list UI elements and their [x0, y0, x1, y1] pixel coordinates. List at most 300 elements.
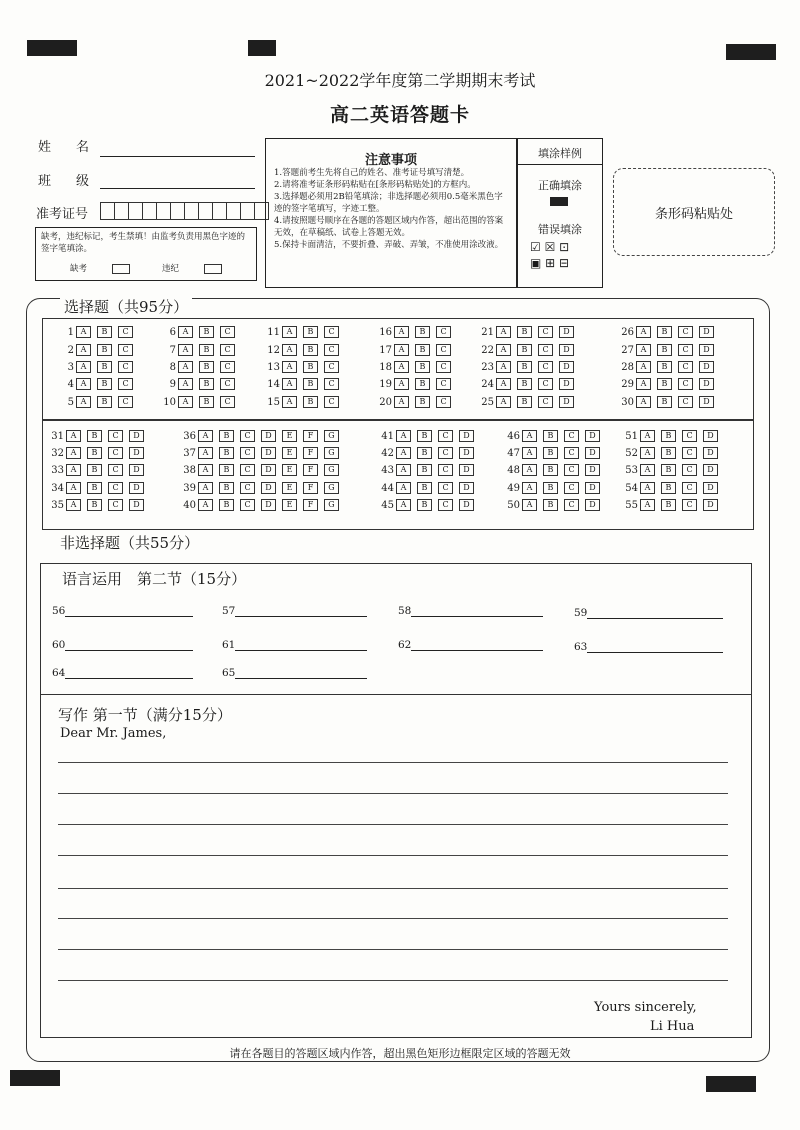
option-bubble-a[interactable]: A	[640, 499, 655, 511]
option-bubble-b[interactable]: B	[657, 378, 672, 390]
question-number: 15	[267, 396, 280, 408]
option-bubble-c[interactable]: C	[240, 499, 255, 511]
option-bubble-b[interactable]: B	[415, 378, 430, 390]
item-number: 60	[52, 639, 66, 651]
option-bubble-a[interactable]: A	[522, 482, 537, 494]
fill-item[interactable]	[398, 638, 543, 651]
option-bubble-a[interactable]: A	[522, 430, 537, 442]
writing-line[interactable]	[58, 762, 728, 763]
letter-closing: Yours sincerely,	[594, 1000, 697, 1015]
option-bubble-d[interactable]: D	[459, 482, 474, 494]
option-bubble-e[interactable]: E	[282, 430, 297, 442]
question-number: 11	[267, 326, 280, 338]
option-bubble-a[interactable]: A	[396, 499, 411, 511]
option-bubble-c[interactable]: C	[538, 396, 553, 408]
name-label: 姓 名	[38, 140, 96, 155]
option-bubble-c[interactable]: C	[220, 326, 235, 338]
id-label: 准考证号	[36, 207, 89, 222]
notice-item: 2.请将准考证条形码粘贴在[条形码粘贴处]的方框内。	[274, 180, 476, 190]
option-bubble-e[interactable]: E	[282, 499, 297, 511]
question-32	[50, 447, 150, 459]
option-bubble-a[interactable]: A	[396, 447, 411, 459]
question-55	[624, 499, 724, 511]
option-bubble-b[interactable]: B	[97, 396, 112, 408]
question-53	[624, 464, 724, 476]
id-number-boxes[interactable]	[100, 202, 268, 220]
option-bubble-a[interactable]: A	[636, 378, 651, 390]
writing-line[interactable]	[58, 888, 728, 889]
option-bubble-b[interactable]: B	[97, 378, 112, 390]
option-bubble-a[interactable]: A	[496, 378, 511, 390]
option-bubble-c[interactable]: C	[678, 326, 693, 338]
option-bubble-f[interactable]: F	[303, 464, 318, 476]
option-bubble-b[interactable]: B	[661, 447, 676, 459]
option-bubble-c[interactable]: C	[240, 447, 255, 459]
option-bubble-b[interactable]: B	[219, 499, 234, 511]
option-bubble-d[interactable]: D	[129, 464, 144, 476]
question-number: 39	[183, 482, 196, 494]
option-bubble-a[interactable]: A	[198, 430, 213, 442]
option-bubble-d[interactable]: D	[585, 447, 600, 459]
option-bubble-f[interactable]: F	[303, 430, 318, 442]
option-bubble-d[interactable]: D	[559, 326, 574, 338]
class-field[interactable]	[100, 174, 255, 189]
option-bubble-c[interactable]: C	[118, 344, 133, 356]
option-bubble-b[interactable]: B	[657, 326, 672, 338]
question-number: 29	[621, 378, 634, 390]
option-bubble-b[interactable]: B	[97, 361, 112, 373]
option-bubble-a[interactable]: A	[396, 482, 411, 494]
question-number: 50	[507, 499, 520, 511]
question-51	[624, 430, 724, 442]
option-bubble-b[interactable]: B	[657, 361, 672, 373]
option-bubble-c[interactable]: C	[436, 326, 451, 338]
option-bubble-c[interactable]: C	[678, 378, 693, 390]
option-bubble-d[interactable]: D	[559, 378, 574, 390]
option-bubble-d[interactable]: D	[699, 344, 714, 356]
question-number: 24	[481, 378, 494, 390]
option-bubble-b[interactable]: B	[87, 499, 102, 511]
fill-item[interactable]	[574, 640, 723, 653]
option-bubble-c[interactable]: C	[538, 378, 553, 390]
option-bubble-d[interactable]: D	[699, 396, 714, 408]
writing-line[interactable]	[58, 918, 728, 919]
fill-item[interactable]	[52, 604, 193, 617]
option-bubble-a[interactable]: A	[396, 464, 411, 476]
option-bubble-e[interactable]: E	[282, 447, 297, 459]
question-9	[162, 378, 241, 390]
option-bubble-d[interactable]: D	[261, 482, 276, 494]
option-bubble-c[interactable]: C	[538, 344, 553, 356]
option-bubble-c[interactable]: C	[118, 326, 133, 338]
option-bubble-d[interactable]: D	[129, 482, 144, 494]
letter-signature: Li Hua	[650, 1019, 695, 1034]
footer-note: 请在各题目的答题区域内作答，超出黑色矩形边框限定区域的答题无效	[229, 1047, 571, 1060]
option-bubble-a[interactable]: A	[640, 464, 655, 476]
option-bubble-a[interactable]: A	[394, 326, 409, 338]
question-number: 5	[67, 396, 74, 408]
option-bubble-a[interactable]: A	[282, 361, 297, 373]
option-bubble-c[interactable]: C	[220, 361, 235, 373]
option-bubble-b[interactable]: B	[415, 326, 430, 338]
option-bubble-a[interactable]: A	[640, 447, 655, 459]
option-bubble-c[interactable]: C	[438, 447, 453, 459]
option-bubble-b[interactable]: B	[657, 396, 672, 408]
option-bubble-a[interactable]: A	[282, 326, 297, 338]
writing-line[interactable]	[58, 793, 728, 794]
option-bubble-b[interactable]: B	[417, 430, 432, 442]
option-bubble-b[interactable]: B	[517, 326, 532, 338]
question-10	[162, 396, 241, 408]
option-bubble-a[interactable]: A	[636, 326, 651, 338]
option-bubble-a[interactable]: A	[76, 378, 91, 390]
class-label: 班 级	[38, 174, 96, 189]
option-bubble-c[interactable]: C	[324, 326, 339, 338]
option-bubble-c[interactable]: C	[678, 361, 693, 373]
option-bubble-b[interactable]: B	[97, 344, 112, 356]
option-bubble-a[interactable]: A	[496, 326, 511, 338]
question-35	[50, 499, 150, 511]
option-bubble-g[interactable]: G	[324, 499, 339, 511]
option-bubble-a[interactable]: A	[394, 396, 409, 408]
absent-checkbox[interactable]	[112, 264, 130, 274]
question-number: 20	[379, 396, 392, 408]
option-bubble-c[interactable]: C	[564, 499, 579, 511]
option-bubble-a[interactable]: A	[198, 482, 213, 494]
option-bubble-b[interactable]: B	[87, 464, 102, 476]
option-bubble-d[interactable]: D	[459, 499, 474, 511]
option-bubble-a[interactable]: A	[394, 361, 409, 373]
option-bubble-b[interactable]: B	[87, 430, 102, 442]
option-bubble-b[interactable]: B	[303, 344, 318, 356]
option-bubble-a[interactable]: A	[396, 430, 411, 442]
option-bubble-b[interactable]: B	[517, 344, 532, 356]
option-bubble-a[interactable]: A	[198, 447, 213, 459]
option-bubble-d[interactable]: D	[129, 430, 144, 442]
option-bubble-d[interactable]: D	[585, 430, 600, 442]
fill-item[interactable]	[222, 638, 367, 651]
option-bubble-b[interactable]: B	[199, 396, 214, 408]
option-bubble-b[interactable]: B	[199, 344, 214, 356]
option-bubble-d[interactable]: D	[261, 464, 276, 476]
option-bubble-b[interactable]: B	[199, 361, 214, 373]
question-number: 17	[379, 344, 392, 356]
option-bubble-a[interactable]: A	[198, 464, 213, 476]
question-number: 30	[621, 396, 634, 408]
option-bubble-c[interactable]: C	[108, 482, 123, 494]
option-bubble-c[interactable]: C	[108, 464, 123, 476]
question-number: 51	[625, 430, 638, 442]
option-bubble-a[interactable]: A	[66, 499, 81, 511]
option-bubble-b[interactable]: B	[517, 361, 532, 373]
option-bubble-b[interactable]: B	[657, 344, 672, 356]
option-bubble-c[interactable]: C	[118, 361, 133, 373]
option-bubble-b[interactable]: B	[303, 396, 318, 408]
question-44	[380, 482, 480, 494]
notice-item: 4.请按照题号顺序在各题的答题区域内作答，超出范围的答案无效，在草稿纸、试卷上答题无效。	[274, 216, 504, 238]
option-bubble-e[interactable]: E	[282, 482, 297, 494]
item-number: 57	[222, 605, 236, 617]
option-bubble-d[interactable]: D	[559, 361, 574, 373]
option-bubble-d[interactable]: D	[703, 447, 718, 459]
option-bubble-b[interactable]: B	[199, 378, 214, 390]
option-bubble-a[interactable]: A	[178, 396, 193, 408]
option-bubble-a[interactable]: A	[76, 344, 91, 356]
question-17	[378, 344, 457, 356]
option-bubble-a[interactable]: A	[496, 396, 511, 408]
option-bubble-c[interactable]: C	[682, 430, 697, 442]
option-bubble-b[interactable]: B	[219, 430, 234, 442]
option-bubble-a[interactable]: A	[282, 396, 297, 408]
option-bubble-c[interactable]: C	[108, 499, 123, 511]
option-bubble-c[interactable]: C	[564, 430, 579, 442]
option-bubble-f[interactable]: F	[303, 482, 318, 494]
option-bubble-a[interactable]: A	[66, 464, 81, 476]
option-bubble-b[interactable]: B	[415, 396, 430, 408]
option-bubble-c[interactable]: C	[324, 361, 339, 373]
option-bubble-d[interactable]: D	[459, 464, 474, 476]
option-bubble-c[interactable]: C	[438, 464, 453, 476]
option-bubble-g[interactable]: G	[324, 447, 339, 459]
option-bubble-c[interactable]: C	[220, 344, 235, 356]
absence-warning: 缺考，违纪标记，考生禁填！由监考负责用黑色字迹的签字笔填涂。	[41, 232, 246, 254]
option-bubble-d[interactable]: D	[261, 499, 276, 511]
option-bubble-g[interactable]: G	[324, 482, 339, 494]
question-41	[380, 430, 480, 442]
option-bubble-b[interactable]: B	[661, 464, 676, 476]
option-bubble-c[interactable]: C	[678, 396, 693, 408]
option-bubble-a[interactable]: A	[640, 430, 655, 442]
option-bubble-d[interactable]: D	[703, 430, 718, 442]
question-number: 25	[481, 396, 494, 408]
positioning-mark	[706, 1076, 756, 1092]
question-number: 44	[381, 482, 394, 494]
option-bubble-c[interactable]: C	[220, 378, 235, 390]
violation-checkbox[interactable]	[204, 264, 222, 274]
option-bubble-d[interactable]: D	[699, 326, 714, 338]
option-bubble-c[interactable]: C	[240, 464, 255, 476]
question-7	[162, 344, 241, 356]
option-bubble-d[interactable]: D	[129, 447, 144, 459]
question-26	[620, 326, 720, 338]
option-bubble-b[interactable]: B	[219, 482, 234, 494]
option-bubble-c[interactable]: C	[438, 482, 453, 494]
option-bubble-d[interactable]: D	[459, 447, 474, 459]
option-bubble-a[interactable]: A	[66, 430, 81, 442]
option-bubble-b[interactable]: B	[417, 464, 432, 476]
fill-item[interactable]	[222, 604, 367, 617]
option-bubble-a[interactable]: A	[636, 361, 651, 373]
option-bubble-c[interactable]: C	[438, 430, 453, 442]
option-bubble-a[interactable]: A	[394, 344, 409, 356]
option-bubble-b[interactable]: B	[415, 344, 430, 356]
option-bubble-d[interactable]: D	[559, 396, 574, 408]
option-bubble-c[interactable]: C	[682, 499, 697, 511]
option-bubble-a[interactable]: A	[636, 344, 651, 356]
option-bubble-d[interactable]: D	[703, 464, 718, 476]
option-bubble-b[interactable]: B	[517, 396, 532, 408]
option-bubble-d[interactable]: D	[261, 430, 276, 442]
option-bubble-d[interactable]: D	[261, 447, 276, 459]
option-bubble-g[interactable]: G	[324, 464, 339, 476]
option-bubble-c[interactable]: C	[108, 447, 123, 459]
option-bubble-c[interactable]: C	[240, 430, 255, 442]
option-bubble-a[interactable]: A	[198, 499, 213, 511]
option-bubble-a[interactable]: A	[496, 344, 511, 356]
option-bubble-a[interactable]: A	[522, 499, 537, 511]
fill-item[interactable]	[222, 666, 367, 679]
option-bubble-b[interactable]: B	[543, 430, 558, 442]
option-bubble-c[interactable]: C	[436, 344, 451, 356]
option-bubble-b[interactable]: B	[87, 447, 102, 459]
option-bubble-d[interactable]: D	[585, 482, 600, 494]
sample-box	[517, 138, 603, 288]
option-bubble-a[interactable]: A	[76, 361, 91, 373]
option-bubble-c[interactable]: C	[436, 378, 451, 390]
option-bubble-d[interactable]: D	[585, 464, 600, 476]
option-bubble-d[interactable]: D	[699, 361, 714, 373]
question-29	[620, 378, 720, 390]
option-bubble-b[interactable]: B	[417, 447, 432, 459]
option-bubble-b[interactable]: B	[87, 482, 102, 494]
option-bubble-b[interactable]: B	[303, 378, 318, 390]
option-bubble-d[interactable]: D	[585, 499, 600, 511]
notice-item: 1.答题前考生先将自己的姓名、准考证号填写清楚。	[274, 168, 470, 178]
option-bubble-c[interactable]: C	[118, 378, 133, 390]
notice-title: 注意事项	[364, 153, 417, 168]
option-bubble-c[interactable]: C	[324, 378, 339, 390]
option-bubble-c[interactable]: C	[108, 430, 123, 442]
option-bubble-b[interactable]: B	[199, 326, 214, 338]
option-bubble-a[interactable]: A	[282, 378, 297, 390]
option-bubble-a[interactable]: A	[178, 378, 193, 390]
question-38	[182, 464, 345, 476]
option-bubble-a[interactable]: A	[640, 482, 655, 494]
option-bubble-b[interactable]: B	[417, 499, 432, 511]
fill-item[interactable]	[574, 606, 723, 619]
option-bubble-a[interactable]: A	[178, 344, 193, 356]
question-16	[378, 326, 457, 338]
question-27	[620, 344, 720, 356]
option-bubble-b[interactable]: B	[303, 361, 318, 373]
option-bubble-a[interactable]: A	[282, 344, 297, 356]
item-number: 65	[222, 667, 236, 679]
option-bubble-c[interactable]: C	[438, 499, 453, 511]
option-bubble-b[interactable]: B	[543, 482, 558, 494]
option-bubble-a[interactable]: A	[394, 378, 409, 390]
option-bubble-d[interactable]: D	[129, 499, 144, 511]
option-bubble-f[interactable]: F	[303, 447, 318, 459]
option-bubble-d[interactable]: D	[459, 430, 474, 442]
option-bubble-c[interactable]: C	[538, 361, 553, 373]
option-bubble-a[interactable]: A	[178, 326, 193, 338]
option-bubble-b[interactable]: B	[219, 447, 234, 459]
option-bubble-b[interactable]: B	[543, 464, 558, 476]
option-bubble-c[interactable]: C	[682, 482, 697, 494]
question-number: 10	[163, 396, 176, 408]
question-40	[182, 499, 345, 511]
question-number: 3	[67, 361, 74, 373]
option-bubble-a[interactable]: A	[522, 447, 537, 459]
question-number: 36	[183, 430, 196, 442]
option-bubble-a[interactable]: A	[76, 326, 91, 338]
option-bubble-b[interactable]: B	[415, 361, 430, 373]
option-bubble-c[interactable]: C	[564, 464, 579, 476]
option-bubble-b[interactable]: B	[303, 326, 318, 338]
option-bubble-b[interactable]: B	[661, 430, 676, 442]
option-bubble-b[interactable]: B	[97, 326, 112, 338]
barcode-area[interactable]	[613, 168, 775, 256]
language-title: 语言运用 第二节（15分）	[62, 570, 247, 588]
option-bubble-d[interactable]: D	[703, 499, 718, 511]
option-bubble-c[interactable]: C	[324, 396, 339, 408]
option-bubble-c[interactable]: C	[220, 396, 235, 408]
question-48	[506, 464, 606, 476]
question-20	[378, 396, 457, 408]
question-33	[50, 464, 150, 476]
fill-item[interactable]	[398, 604, 543, 617]
question-2	[60, 344, 139, 356]
option-bubble-a[interactable]: A	[636, 396, 651, 408]
option-bubble-c[interactable]: C	[324, 344, 339, 356]
option-bubble-a[interactable]: A	[76, 396, 91, 408]
writing-line[interactable]	[58, 980, 728, 981]
option-bubble-c[interactable]: C	[682, 464, 697, 476]
writing-line[interactable]	[58, 949, 728, 950]
option-bubble-d[interactable]: D	[699, 378, 714, 390]
option-bubble-g[interactable]: G	[324, 430, 339, 442]
option-bubble-e[interactable]: E	[282, 464, 297, 476]
option-bubble-c[interactable]: C	[678, 344, 693, 356]
option-bubble-b[interactable]: B	[661, 482, 676, 494]
writing-line[interactable]	[58, 824, 728, 825]
question-number: 4	[67, 378, 74, 390]
question-number: 14	[267, 378, 280, 390]
question-number: 41	[381, 430, 394, 442]
option-bubble-c[interactable]: C	[682, 447, 697, 459]
option-bubble-c[interactable]: C	[538, 326, 553, 338]
option-bubble-b[interactable]: B	[661, 499, 676, 511]
option-bubble-b[interactable]: B	[219, 464, 234, 476]
option-bubble-b[interactable]: B	[543, 447, 558, 459]
fill-item[interactable]	[52, 638, 193, 651]
option-bubble-c[interactable]: C	[564, 447, 579, 459]
option-bubble-f[interactable]: F	[303, 499, 318, 511]
option-bubble-c[interactable]: C	[436, 361, 451, 373]
option-bubble-b[interactable]: B	[543, 499, 558, 511]
option-bubble-d[interactable]: D	[559, 344, 574, 356]
option-bubble-c[interactable]: C	[436, 396, 451, 408]
option-bubble-a[interactable]: A	[66, 482, 81, 494]
option-bubble-d[interactable]: D	[703, 482, 718, 494]
correct-fill-label: 正确填涂	[538, 179, 582, 192]
option-bubble-c[interactable]: C	[240, 482, 255, 494]
question-number: 26	[621, 326, 634, 338]
option-bubble-b[interactable]: B	[517, 378, 532, 390]
writing-line[interactable]	[58, 855, 728, 856]
fill-item[interactable]	[52, 666, 193, 679]
option-bubble-b[interactable]: B	[417, 482, 432, 494]
question-19	[378, 378, 457, 390]
option-bubble-a[interactable]: A	[178, 361, 193, 373]
option-bubble-a[interactable]: A	[66, 447, 81, 459]
name-field[interactable]	[100, 142, 255, 157]
option-bubble-c[interactable]: C	[564, 482, 579, 494]
question-36	[182, 430, 345, 442]
option-bubble-a[interactable]: A	[496, 361, 511, 373]
option-bubble-a[interactable]: A	[522, 464, 537, 476]
option-bubble-c[interactable]: C	[118, 396, 133, 408]
